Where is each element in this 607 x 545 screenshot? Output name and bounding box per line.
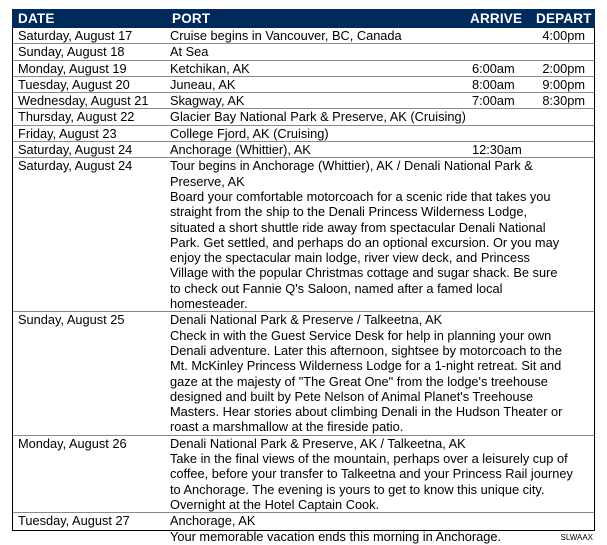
row-date: Sunday, August 25 xyxy=(18,312,125,328)
document-code: SLWAAX xyxy=(560,533,593,542)
row-port: Denali National Park & Preserve / Talkeetna, AK xyxy=(170,312,443,328)
row-depart: 2:00pm xyxy=(542,60,585,76)
itinerary-row xyxy=(13,28,594,44)
row-port: At Sea xyxy=(170,44,209,60)
row-date: Wednesday, August 21 xyxy=(18,93,149,109)
row-arrive: 12:30am xyxy=(472,142,522,158)
itinerary-row xyxy=(13,513,594,544)
row-depart: 9:00pm xyxy=(542,76,585,92)
header-depart: DEPART xyxy=(536,11,592,26)
row-date: Saturday, August 17 xyxy=(18,28,133,43)
row-date: Saturday, August 24 xyxy=(18,142,133,158)
table-header xyxy=(12,9,595,28)
row-description: Your memorable vacation ends this morning in Anchorage. xyxy=(170,528,502,544)
row-date: Monday, August 26 xyxy=(18,435,127,451)
row-port: Denali National Park & Preserve, AK / Talkeetna, AK xyxy=(170,435,466,451)
row-port: Juneau, AK xyxy=(170,76,236,92)
row-port: Ketchikan, AK xyxy=(170,60,250,76)
itinerary-row xyxy=(13,93,594,109)
row-date: Sunday, August 18 xyxy=(18,44,125,60)
row-date: Saturday, August 24 xyxy=(18,158,133,174)
row-description: Check in with the Guest Service Desk for help in planning your own Denali adventure. Later this afternoon, sightsee by motorcoach to the Mt. McKinley Princess Wilderness Lodge for a 1-night retreat. Sit and gaze at the majesty of "The Great One" from the lodge's treehouse designed and built by Pete Nelson of Animal Planet's Treehouse Masters. Hear stories about climbing Denali in the Hudson Theater or roast a marshmallow at the fireside patio. xyxy=(170,327,563,435)
header-arrive: ARRIVE xyxy=(470,11,523,26)
row-date: Monday, August 19 xyxy=(18,60,127,76)
itinerary-row xyxy=(13,61,594,77)
row-date: Thursday, August 22 xyxy=(18,109,135,125)
row-port: Cruise begins in Vancouver, BC, Canada xyxy=(170,28,402,43)
itinerary-row xyxy=(13,109,594,125)
row-arrive: 7:00am xyxy=(472,93,515,109)
row-depart: 4:00pm xyxy=(542,28,585,43)
row-description: Take in the final views of the mountain, perhaps over a leisurely cup of coffee, before your transfer to Talkeetna and your Princess Rail journey to Anchorage. The evening is yours to get to know this unique city. Overnight at the Hotel Captain Cook. xyxy=(170,451,573,512)
row-arrive: 6:00am xyxy=(472,60,515,76)
row-description: Board your comfortable motorcoach for a scenic ride that takes you straight from the ship to the Denali Princess Wilderness Lodge, situated a short shuttle ride away from spectacular Denali National Park. Get settled, and perhaps do an optional excursion. Or you may enjoy the spectacular main lodge, river view deck, and Princess Village with the popular Christmas cottage and sugar shack. Be sure to check out Fannie Q's Saloon, named after a famed local homesteader. xyxy=(170,188,560,312)
row-port: Anchorage, AK xyxy=(170,513,256,529)
itinerary-rows xyxy=(13,28,594,544)
itinerary-row xyxy=(13,44,594,60)
row-date: Tuesday, August 20 xyxy=(18,76,130,92)
row-date: Friday, August 23 xyxy=(18,125,117,141)
row-date: Tuesday, August 27 xyxy=(18,513,130,529)
itinerary-row xyxy=(13,436,594,513)
row-port: Glacier Bay National Park & Preserve, AK (Cruising) xyxy=(170,109,466,125)
itinerary-row xyxy=(13,126,594,142)
header-date: DATE xyxy=(18,11,55,26)
row-port: Skagway, AK xyxy=(170,93,245,109)
row-arrive: 8:00am xyxy=(472,76,515,92)
row-depart: 8:30pm xyxy=(542,93,585,109)
row-port: Anchorage (Whittier), AK xyxy=(170,142,311,158)
row-port: Tour begins in Anchorage (Whittier), AK / Denali National Park & Preserve, AK xyxy=(170,158,533,189)
header-port: PORT xyxy=(172,11,211,26)
itinerary-row xyxy=(13,312,594,435)
itinerary-row xyxy=(13,158,594,312)
itinerary-row xyxy=(13,77,594,93)
itinerary-row xyxy=(13,142,594,158)
row-port: College Fjord, AK (Cruising) xyxy=(170,125,329,141)
